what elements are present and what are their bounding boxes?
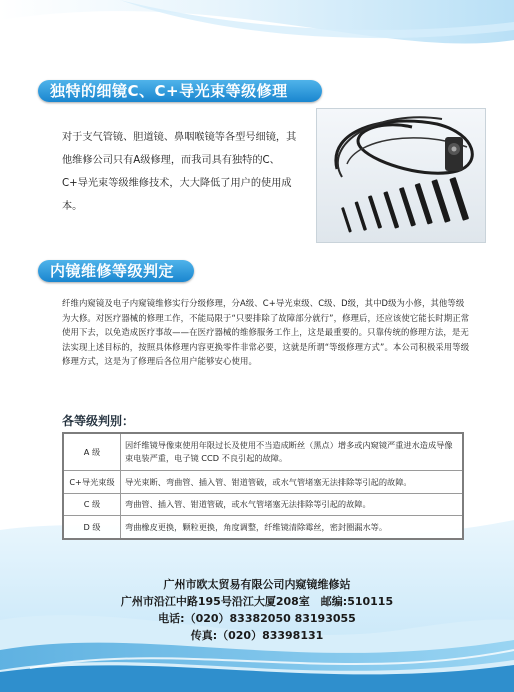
grades-heading: 各等级判别： — [62, 414, 135, 428]
grade-cell: D 级 — [64, 516, 121, 538]
table-row — [64, 434, 462, 471]
grade-description-cell: 弯曲管、插入管、钳道管破，或水气管堵塞无法排除等引起的故障。 — [125, 499, 371, 510]
endoscope-photo — [316, 108, 486, 243]
grade-cell: C+导光束级 — [64, 471, 121, 493]
top-wave-decoration — [0, 0, 514, 70]
grade-description-cell: 因纤维镜导像束使用年限过长及使用不当造成断丝（黑点）增多或内窥镜严重进水造成导像束电装严重，电子镜 CCD 不良引起的故障。 — [125, 440, 453, 463]
repair-grade-description: 纤维内窥镜及电子内窥镜维修实行分级修理，分A级、C+导光束级、C级、D级，其中D级为小修，其他等级为大修。对医疗器械的修理工作，不能局限于“只要排除了故障部分就行”，修理后，还应该使它能长时期正常使用下去，以免造成医疗事故——在医疗器械的维修服务工作上，这是最重要的。只靠传统的修理方法，是无法实现上述目标的，按照具体修理内容更换零件非常必要，这就是所谓“等级修理方式”。本公司积极采用等级修理方式，这是为了修理后各位用户能够安心使用。 — [62, 298, 470, 367]
grade-cell: C 级 — [64, 494, 121, 515]
table-row — [64, 516, 462, 538]
grade-description-cell: 导光束断、弯曲管、插入管、钳道管破，或水气管堵塞无法排除等引起的故障。 — [125, 476, 412, 487]
grades-table — [62, 432, 464, 540]
phone-number: 电话:（020）83382050 83193055 — [158, 612, 356, 625]
company-address: 广州市沿江中路195号沿江大厦208室 邮编:510115 — [120, 595, 394, 608]
grade-description-cell: 弯曲橡皮更换，颗粒更换，角度调整，纤维镜清除霉丝，密封圈漏水等。 — [125, 521, 388, 532]
fax-number: 传真:（020）83398131 — [190, 629, 324, 642]
company-name: 广州市欧太贸易有限公司内窥镜维修站 — [163, 578, 351, 591]
thin-scope-description: 对于支气管镜、胆道镜、鼻咽喉镜等各型号细镜，其他维修公司只有A级修理，而我司具有独特的C、C+导光束等级维修技术，大大降低了用户的使用成本。 — [62, 132, 297, 212]
endoscope-image — [317, 109, 485, 242]
table-row — [64, 471, 462, 494]
section-header-thin-scope-repair: 独特的细镜C、C+导光束等级修理 — [38, 80, 322, 102]
table-row — [64, 494, 462, 516]
section-header-repair-grade: 内镜维修等级判定 — [38, 260, 194, 282]
grade-cell: A 级 — [64, 434, 121, 470]
contact-footer — [0, 576, 514, 644]
